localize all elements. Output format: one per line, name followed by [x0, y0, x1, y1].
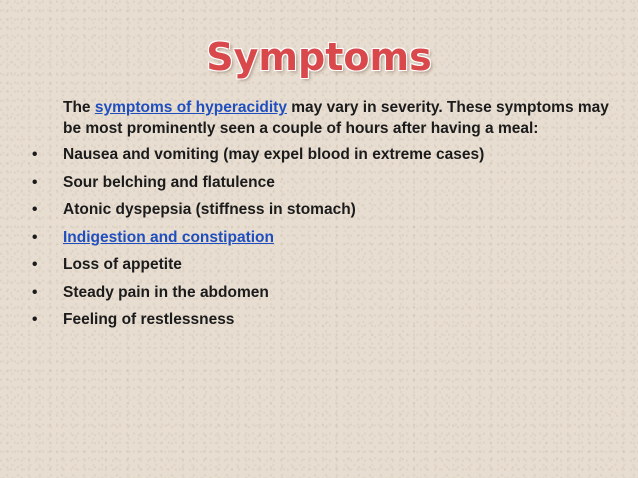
hyperacidity-symptoms-link[interactable]: symptoms of hyperacidity [94, 99, 287, 116]
list-item [32, 196, 612, 224]
list-item-text: Nausea and vomiting (may expel blood in extreme cases) [63, 146, 485, 163]
bullet-icon: • [32, 311, 38, 328]
list-item [32, 169, 612, 197]
bullet-icon: • [32, 201, 38, 218]
list-item-text: Sour belching and flatulence [63, 173, 275, 191]
list-item-text: Atonic dyspepsia (stiffness in stomach) [63, 201, 356, 218]
intro-paragraph [63, 97, 612, 139]
list-item-text: Feeling of restlessness [63, 311, 235, 328]
intro-text-after: may vary in severity. These symptoms may be most prominently seen a couple of hours after having a meal: [63, 99, 609, 137]
symptom-list [32, 141, 612, 334]
slide-title: Symptoms [206, 35, 432, 79]
intro-text-before: The [63, 99, 95, 116]
bullet-icon: • [32, 283, 38, 301]
list-item [32, 251, 612, 279]
bullet-icon: • [32, 173, 38, 191]
bullet-icon: • [32, 146, 38, 163]
list-item-text: Loss of appetite [63, 256, 182, 273]
list-item [32, 141, 612, 169]
list-item [32, 224, 612, 252]
list-item-text: Steady pain in the abdomen [63, 283, 269, 301]
bullet-icon: • [32, 256, 38, 273]
list-item [32, 306, 612, 334]
indigestion-constipation-link[interactable]: Indigestion and constipation [63, 228, 274, 246]
bullet-icon: • [32, 228, 38, 246]
list-item [32, 279, 612, 307]
slide-content [32, 97, 612, 334]
